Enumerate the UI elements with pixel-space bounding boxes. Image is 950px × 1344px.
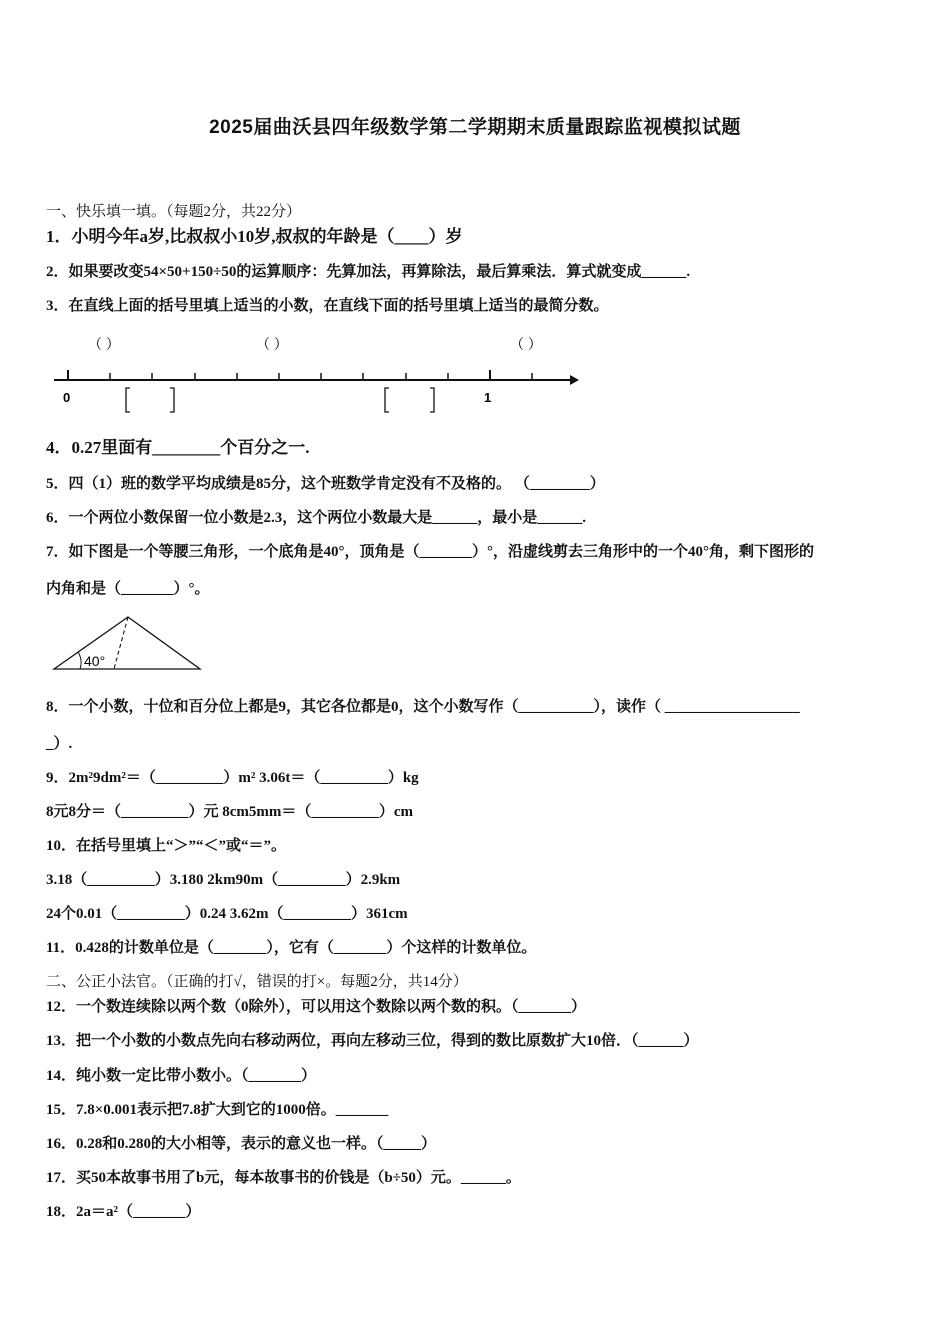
question-2: 2．如果要改变54×50+150÷50的运算顺序：先算加法，再算除法，最后算乘法．算式就变成______.	[46, 264, 691, 280]
page-title: 2025届曲沃县四年级数学第二学期期末质量跟踪监视模拟试题	[209, 117, 741, 138]
label-one: 1	[484, 390, 492, 405]
question-7-line-1: 7．如下图是一个等腰三角形，一个底角是40°，顶角是（_______）°，沿虚线剪去三角形中的一个40°角，剩下图形的	[46, 544, 815, 560]
question-14: 14．纯小数一定比带小数小。（_______）	[46, 1068, 317, 1084]
section-1-heading: 一、快乐填一填。（每题2分，共22分）	[46, 204, 302, 220]
paren-top-2: （ ）	[256, 336, 288, 352]
question-10-line-1: 3.18（_________）3.180 2km90m（_________）2.9km	[46, 872, 401, 888]
question-18: 18．2a＝a²（_______）	[46, 1204, 201, 1220]
paren-top-3: （ ）	[510, 336, 542, 352]
question-9-line-2: 8元8分＝（_________）元 8cm5mm＝（_________）cm	[46, 804, 414, 820]
question-11: 11．0.428的计数单位是（_______），它有（_______）个这样的计数单位。	[46, 940, 537, 956]
question-9-line-1: 9．2m²9dm²＝（_________）m² 3.06t＝（_________）kg	[46, 770, 419, 786]
question-6: 6．一个两位小数保留一位小数是2.3，这个两位小数最大是______，最小是______.	[46, 510, 587, 526]
question-1: 1．小明今年a岁,比叔叔小10岁,叔叔的年龄是（____）岁	[46, 227, 463, 246]
question-8-line-1: 8．一个小数，十位和百分位上都是9，其它各位都是0，这个小数写作（__________），读作（ __________________	[46, 699, 800, 715]
label-zero: 0	[63, 390, 71, 405]
paren-top-1: （ ）	[88, 336, 120, 352]
question-10: 10．在括号里填上“＞”“＜”或“＝”。	[46, 838, 287, 854]
question-5: 5．四（1）班的数学平均成绩是85分，这个班数学肯定没有不及格的。 （________）	[46, 476, 605, 492]
triangle-figure	[50, 612, 210, 672]
bracket-bottom-1	[126, 388, 174, 412]
section-2-heading: 二、公正小法官。（正确的打√，错误的打×。每题2分，共14分）	[46, 974, 468, 990]
angle-label: 40°	[84, 653, 106, 669]
question-17: 17．买50本故事书用了b元，每本故事书的价钱是（b÷50）元。______。	[46, 1170, 521, 1186]
question-3: 3．在直线上面的括号里填上适当的小数，在直线下面的括号里填上适当的最简分数。	[46, 298, 609, 314]
bracket-bottom-2	[385, 388, 434, 412]
question-8-line-2: _）.	[46, 736, 73, 752]
question-13: 13．把一个小数的小数点先向右移动两位，再向左移动三位，得到的数比原数扩大10倍．（______）	[46, 1033, 699, 1049]
isosceles-triangle	[54, 617, 200, 669]
question-16: 16．0.28和0.280的大小相等，表示的意义也一样。（_____）	[46, 1136, 437, 1152]
question-7-line-2: 内角和是（_______）°。	[46, 581, 210, 597]
number-line-figure	[50, 330, 590, 420]
angle-arc	[78, 652, 81, 669]
question-15: 15．7.8×0.001表示把7.8扩大到它的1000倍。_______	[46, 1102, 389, 1118]
question-4: 4．0.27里面有________个百分之一.	[46, 438, 310, 457]
question-10-line-2: 24个0.01（_________）0.24 3.62m（_________）361cm	[46, 906, 408, 922]
question-12: 12．一个数连续除以两个数（0除外），可以用这个数除以两个数的积。（_______）	[46, 999, 587, 1015]
number-line-arrow	[570, 375, 579, 385]
